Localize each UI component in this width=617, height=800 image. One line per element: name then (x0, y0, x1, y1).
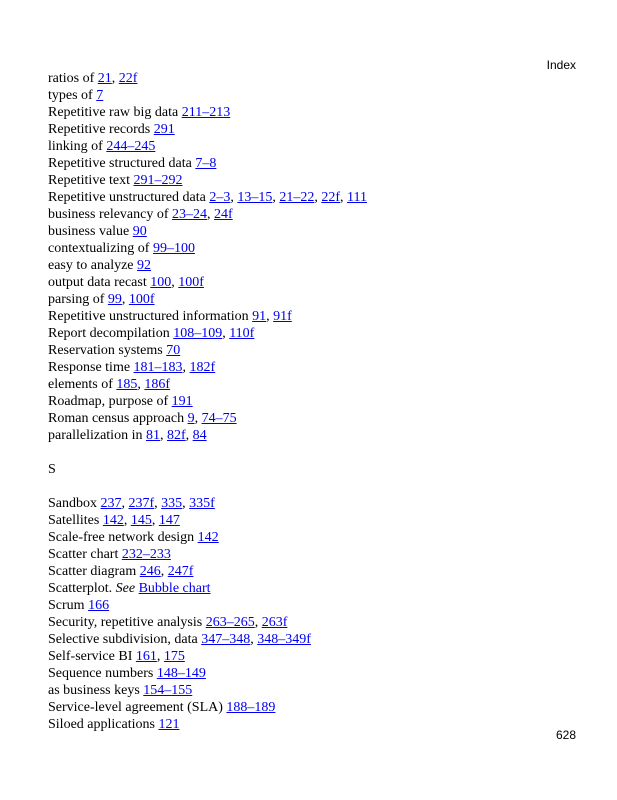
index-term: Repetitive unstructured information (48, 309, 253, 324)
page-ref-link[interactable]: 145 (130, 513, 152, 528)
index-entry (48, 546, 588, 563)
index-term: business relevancy of (48, 207, 173, 222)
index-term: Scatter chart (48, 547, 122, 562)
index-term: Sequence numbers (48, 666, 157, 681)
index-entry (48, 597, 588, 614)
page-ref-link[interactable]: 7–8 (195, 156, 217, 171)
page-ref-link[interactable]: 142 (197, 530, 219, 545)
index-entry: Scatter diagram 246, 247f (48, 564, 194, 579)
index-term: Repetitive raw big data (48, 105, 182, 120)
page-ref-link[interactable]: 186f (144, 377, 171, 392)
page-ref-link[interactable]: 111 (347, 190, 367, 205)
page-ref-link[interactable]: 263f (261, 615, 288, 630)
page-ref-link[interactable]: 142 (102, 513, 124, 528)
page-ref-link[interactable]: 70 (166, 343, 181, 358)
page-ref-link[interactable]: 291–292 (133, 173, 183, 188)
page-ref-link[interactable]: 81 (145, 428, 160, 443)
index-entry (48, 257, 588, 274)
index-entry: parsing of 99, 100f (48, 292, 155, 307)
page-ref-link[interactable]: 211–213 (181, 105, 231, 120)
page-ref-link[interactable]: 263–265 (205, 615, 255, 630)
index-entry (48, 665, 588, 682)
page-ref-link[interactable]: 147 (158, 513, 180, 528)
page-ref-link[interactable]: 121 (158, 717, 180, 732)
page-ref-link[interactable]: 335f (189, 496, 215, 511)
index-entry (48, 529, 588, 546)
page-ref-link[interactable]: 244–245 (106, 139, 156, 154)
index-term: Scrum (48, 598, 89, 613)
index-term: Service-level agreement (SLA) (48, 700, 227, 715)
index-entry (48, 682, 588, 699)
page-ref-link[interactable]: 91f (273, 309, 292, 324)
index-term: Report decompilation (48, 326, 174, 341)
page-ref-link[interactable]: 237 (100, 496, 122, 511)
page-ref-link[interactable]: 99 (107, 292, 122, 307)
index-term: Self-service BI (48, 649, 136, 664)
page-ref-link[interactable]: 335 (161, 496, 183, 511)
index-entry (48, 138, 588, 155)
page-ref-link[interactable]: 110f (229, 326, 255, 341)
page-ref-link[interactable]: 166 (88, 598, 110, 613)
index-entry (48, 393, 588, 410)
page-ref-link[interactable]: 100f (178, 275, 204, 290)
index-entries (48, 70, 588, 733)
page-ref-link[interactable]: 90 (132, 224, 147, 239)
page-ref-link[interactable]: 232–233 (121, 547, 171, 562)
index-term: Response time (48, 360, 134, 375)
page-ref-link[interactable]: 237f (128, 496, 155, 511)
index-term: Repetitive records (48, 122, 154, 137)
index-term: linking of (48, 139, 107, 154)
page-ref-link[interactable]: 99–100 (152, 241, 195, 256)
page-ref-link[interactable]: 154–155 (143, 683, 193, 698)
index-entry (48, 172, 588, 189)
index-term: Reservation systems (48, 343, 167, 358)
page-ref-link[interactable]: 175 (163, 649, 185, 664)
index-term: Selective subdivision, data (48, 632, 202, 647)
index-entry: Roman census approach 9, 74–75 (48, 411, 237, 426)
page-ref-link[interactable]: 246 (139, 564, 161, 579)
index-term: Scatter diagram (48, 564, 140, 579)
page-ref-link[interactable]: 22f (118, 71, 138, 86)
page-ref-link[interactable]: 100f (128, 292, 155, 307)
index-term: parsing of (48, 292, 108, 307)
page-ref-link[interactable]: 74–75 (201, 411, 237, 426)
index-entry (48, 580, 588, 597)
index-term: Scale-free network design (48, 530, 198, 545)
index-entry: business relevancy of 23–24, 24f (48, 207, 233, 222)
index-term: Roadmap, purpose of (48, 394, 172, 409)
index-entry: Selective subdivision, data 347–348, 348–349f (48, 632, 311, 647)
index-entry: Repetitive unstructured information 91, 91f (48, 309, 292, 324)
index-entry: parallelization in 81, 82f, 84 (48, 428, 207, 443)
page-ref-link[interactable]: 82f (166, 428, 186, 443)
page-ref-link[interactable]: 185 (116, 377, 138, 392)
page-ref-link[interactable]: 9 (187, 411, 195, 426)
section-letter: S (48, 462, 56, 477)
index-entry (48, 342, 588, 359)
index-term: easy to analyze (48, 258, 138, 273)
page-ref-link[interactable]: 100 (150, 275, 172, 290)
index-term: Roman census approach (48, 411, 188, 426)
index-term: Repetitive text (48, 173, 134, 188)
page-ref-link[interactable]: 7 (96, 88, 104, 103)
see-ref-link[interactable]: Bubble chart (138, 581, 211, 596)
page-number: 628 (555, 728, 576, 742)
page-ref-link[interactable]: 148–149 (156, 666, 206, 681)
page-ref-link[interactable]: 91 (252, 309, 267, 324)
index-term: Scatterplot. (48, 581, 116, 596)
page-ref-link[interactable]: 92 (137, 258, 152, 273)
index-entry (48, 155, 588, 172)
index-term: Siloed applications (48, 717, 159, 732)
index-entry (48, 223, 588, 240)
page-ref-link[interactable]: 2–3 (209, 190, 231, 205)
index-entry: Response time 181–183, 182f (48, 360, 216, 375)
index-entry: Self-service BI 161, 175 (48, 649, 185, 664)
page-ref-link[interactable]: 21 (97, 71, 112, 86)
page-ref-link[interactable]: 247f (167, 564, 194, 579)
index-term: output data recast (48, 275, 151, 290)
index-term: ratios of (48, 71, 98, 86)
index-entry (48, 716, 588, 733)
page-ref-link[interactable]: 191 (171, 394, 193, 409)
page-ref-link[interactable]: 188–189 (226, 700, 276, 715)
index-entry (48, 699, 588, 716)
index-term: Sandbox (48, 496, 101, 511)
index-term: business value (48, 224, 133, 239)
index-entry (48, 240, 588, 257)
index-term: parallelization in (48, 428, 146, 443)
index-term: contextualizing of (48, 241, 153, 256)
index-entry: Report decompilation 108–109, 110f (48, 326, 255, 341)
page-ref-link[interactable]: 23–24 (172, 207, 208, 222)
index-term: elements of (48, 377, 117, 392)
page-ref-link[interactable]: 347–348 (201, 632, 251, 647)
page-ref-link[interactable]: 181–183 (133, 360, 183, 375)
page-ref-link[interactable]: 108–109 (173, 326, 223, 341)
page-ref-link[interactable]: 22f (321, 190, 341, 205)
running-header: Index (546, 58, 576, 72)
page-ref-link[interactable]: 348–349f (257, 632, 311, 647)
index-term: Repetitive unstructured data (48, 190, 210, 205)
page-ref-link[interactable]: 21–22 (279, 190, 315, 205)
index-entry: Satellites 142, 145, 147 (48, 513, 180, 528)
index-term: types of (48, 88, 97, 103)
index-entry: Security, repetitive analysis 263–265, 263f (48, 615, 288, 630)
page-ref-link[interactable]: 13–15 (237, 190, 273, 205)
index-entry: ratios of 21, 22f (48, 71, 138, 86)
index-term: as business keys (48, 683, 144, 698)
index-entry (48, 87, 588, 104)
page-ref-link[interactable]: 161 (135, 649, 157, 664)
index-entry: Repetitive unstructured data 2–3, 13–15, 21–22, 22f, 111 (48, 190, 367, 205)
index-entry (48, 104, 588, 121)
index-term: Security, repetitive analysis (48, 615, 206, 630)
page-ref-link[interactable]: 24f (214, 207, 233, 222)
index-entry (48, 121, 588, 138)
page-ref-link[interactable]: 84 (192, 428, 207, 443)
index-term: Satellites (48, 513, 103, 528)
index-entry: Sandbox 237, 237f, 335, 335f (48, 496, 215, 511)
index-term: Repetitive structured data (48, 156, 196, 171)
index-entry: output data recast 100, 100f (48, 275, 204, 290)
index-entry: elements of 185, 186f (48, 377, 171, 392)
see-label: See (115, 581, 136, 596)
page-ref-link[interactable]: 182f (189, 360, 216, 375)
page-ref-link[interactable]: 291 (153, 122, 175, 137)
